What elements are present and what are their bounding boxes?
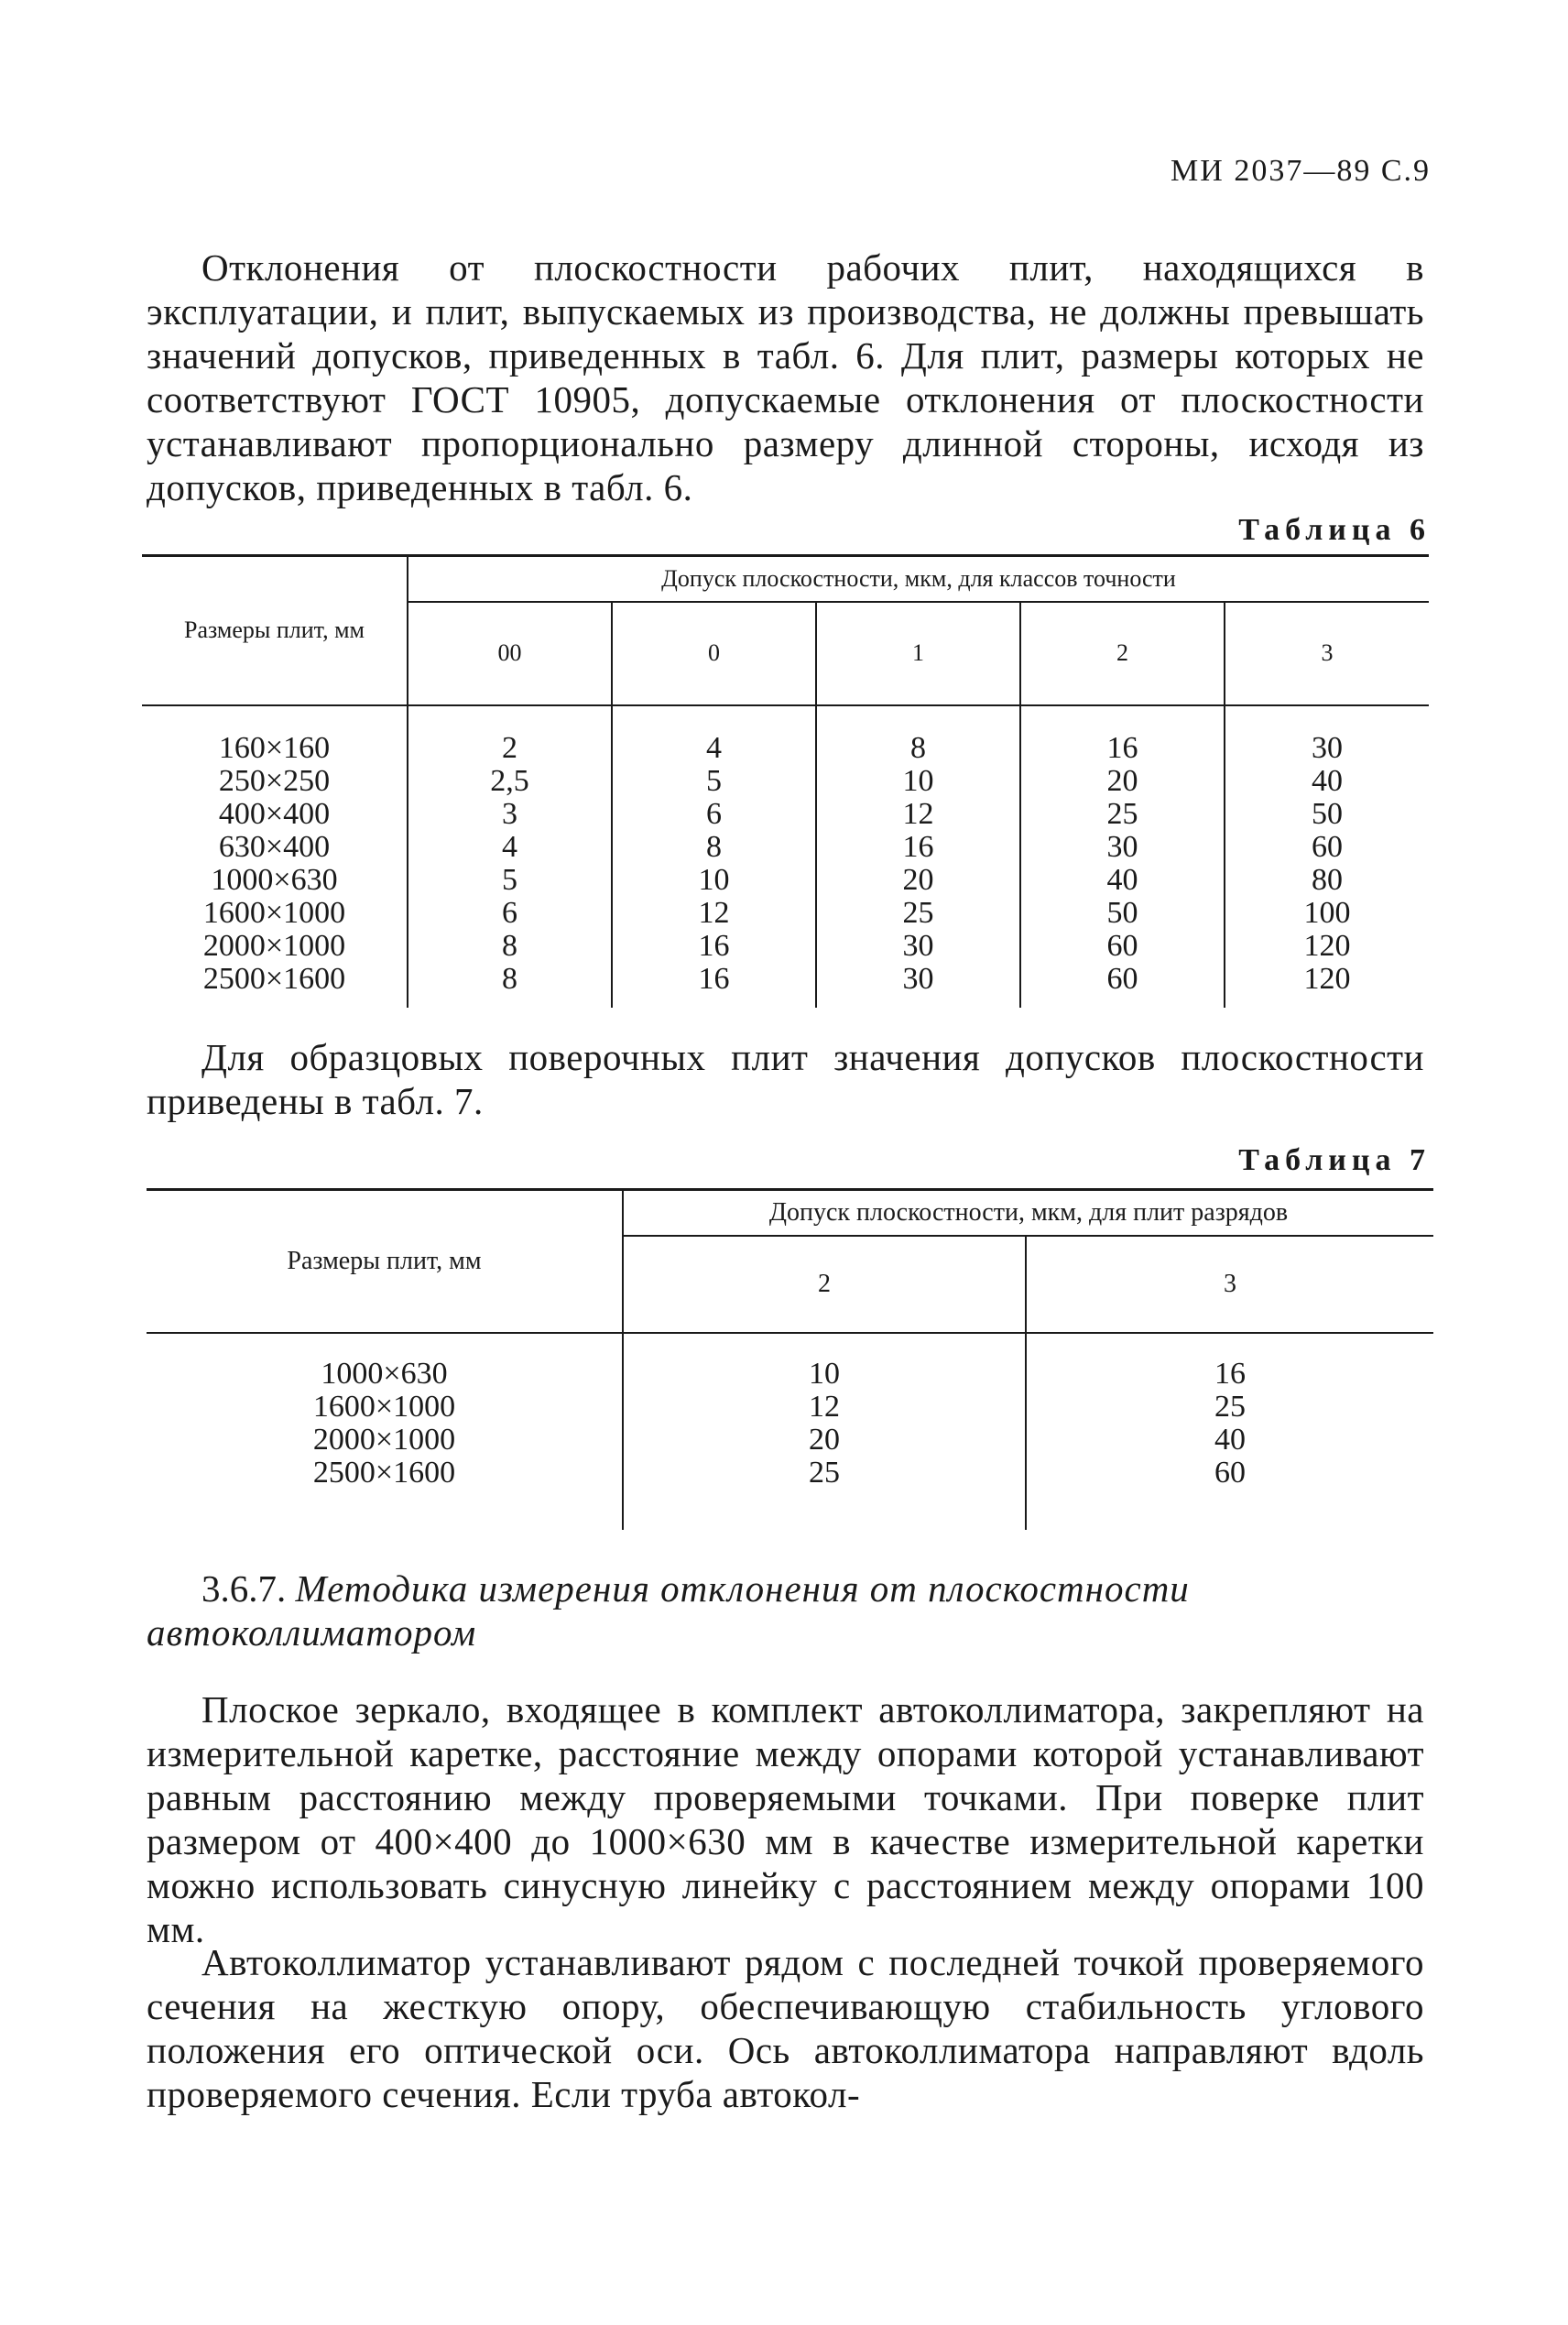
table-cell: 30: [902, 928, 934, 963]
table-cell: 30: [902, 961, 934, 996]
table-cell: 2500×1600: [312, 1455, 456, 1490]
table-cell: 60: [1312, 829, 1343, 864]
table6-group-header: Допуск плоскостности, мкм, для классов точности: [408, 556, 1429, 602]
table-cell: 12: [698, 895, 730, 930]
table6: [142, 554, 1429, 1008]
table-cell: 250×250: [218, 763, 331, 798]
table-cell: 30: [1312, 730, 1343, 765]
table-cell: 16: [1214, 1356, 1246, 1391]
table-cell: 1000×630: [321, 1356, 448, 1391]
grade-2-column: [623, 1333, 1026, 1530]
table-cell: 16: [698, 961, 730, 996]
table-cell: 25: [1214, 1389, 1246, 1424]
table-cell: 5: [502, 862, 517, 897]
table-cell: 5: [706, 763, 722, 798]
table-cell: 60: [1214, 1455, 1246, 1490]
table-cell: 60: [1106, 961, 1138, 996]
table6-size-header: [142, 556, 408, 705]
table-cell: 40: [1312, 763, 1343, 798]
table-cell: 50: [1106, 895, 1138, 930]
paragraph-autocollimator: [147, 1940, 1424, 2116]
table-cell: 20: [809, 1422, 840, 1457]
table-cell: 400×400: [218, 796, 331, 831]
table-cell: 120: [1303, 961, 1351, 996]
class-header: 3: [1225, 602, 1429, 705]
class-2-column: [1020, 705, 1225, 1008]
table-cell: 25: [1106, 796, 1138, 831]
table-cell: 30: [1106, 829, 1138, 864]
size-column: [147, 1333, 623, 1530]
class-3-column: [1225, 705, 1429, 1008]
table-cell: 16: [1106, 730, 1138, 765]
table-cell: 8: [502, 961, 517, 996]
table-cell: 16: [902, 829, 934, 864]
table-cell: 50: [1312, 796, 1343, 831]
paragraph-tolerances-intro: [147, 246, 1424, 509]
section-heading: [147, 1566, 1429, 1654]
paragraph-text: Плоское зеркало, входящее в комплект автоколлиматора, закрепляют на измерительной каретке, расстояние между опорами которой устанавливают равным расстоянию между проверяемыми точками. При поверке плит размером от 400×400 до 1000×630 мм в качестве измерительной каретки можно использовать синусную линейку с расстоянием между опорами 100 мм.: [147, 1688, 1424, 1950]
class-header: 0: [612, 602, 816, 705]
size-column: [142, 705, 408, 1008]
table-cell: 12: [902, 796, 934, 831]
grade-header: 3: [1026, 1236, 1433, 1333]
table7: [147, 1188, 1433, 1530]
paragraph-mirror-setup: [147, 1687, 1424, 1951]
grade-header: 2: [623, 1236, 1026, 1333]
table-cell: 8: [502, 928, 517, 963]
table-cell: 25: [809, 1455, 840, 1490]
table-cell: 120: [1303, 928, 1351, 963]
table-cell: 16: [698, 928, 730, 963]
table-cell: 40: [1106, 862, 1138, 897]
table-cell: 1600×1000: [312, 1389, 456, 1424]
table-cell: 2000×1000: [202, 928, 346, 963]
class-1-column: [816, 705, 1020, 1008]
table-cell: 1000×630: [211, 862, 338, 897]
table-cell: 1600×1000: [202, 895, 346, 930]
table7-group-header: Допуск плоскостности, мкм, для плит разрядов: [623, 1190, 1433, 1236]
table-cell: 630×400: [218, 829, 331, 864]
page-header: МИ 2037—89 С.9: [1171, 154, 1431, 188]
class-header: 1: [816, 602, 1020, 705]
grade-3-column: [1026, 1333, 1433, 1530]
class-header: 2: [1020, 602, 1225, 705]
table7-size-header: Размеры плит, мм: [147, 1190, 623, 1333]
section-title: Методика измерения отклонения от плоскостности автоколлиматором: [147, 1567, 1190, 1654]
table7-caption: Таблица 7: [1238, 1143, 1431, 1177]
paragraph-text: Для образцовых поверочных плит значения допусков плоскостности приведены в табл. 7.: [147, 1036, 1424, 1122]
paragraph-text: Отклонения от плоскостности рабочих плит, находящихся в эксплуатации, и плит, выпускаемых из производства, не должны превышать значений допусков, приведенных в табл. 6. Для плит, размеры которых не соответствуют ГОСТ 10905, допускаемые отклонения от плоскостности устанавливают пропорционально размеру длинной стороны, исходя из допусков, приведенных в табл. 6.: [147, 246, 1424, 508]
class-header: 00: [408, 602, 612, 705]
table-cell: 6: [706, 796, 722, 831]
size-header-text: Размеры плит, мм: [184, 617, 365, 644]
table-cell: 8: [910, 730, 926, 765]
table-cell: 6: [502, 895, 517, 930]
paragraph-text: Автоколлиматор устанавливают рядом с последней точкой проверяемого сечения на жесткую опору, обеспечивающую стабильность углового положения его оптической оси. Ось автоколлиматора направляют вдоль проверяемого сечения. Если труба автокол-: [147, 1941, 1424, 2115]
table-cell: 3: [502, 796, 517, 831]
table-cell: 4: [502, 829, 517, 864]
class-00-column: [408, 705, 612, 1008]
table-cell: 2500×1600: [202, 961, 346, 996]
table6-caption: Таблица 6: [1238, 513, 1431, 547]
table-cell: 8: [706, 829, 722, 864]
table-cell: 4: [706, 730, 722, 765]
table-cell: 2,5: [490, 763, 529, 798]
table-cell: 10: [902, 763, 934, 798]
section-number: 3.6.7.: [201, 1567, 287, 1610]
table-cell: 80: [1312, 862, 1343, 897]
table-cell: 40: [1214, 1422, 1246, 1457]
table-cell: 160×160: [218, 730, 331, 765]
table-cell: 2000×1000: [312, 1422, 456, 1457]
table-cell: 2: [502, 730, 517, 765]
table-cell: 100: [1303, 895, 1351, 930]
table-cell: 20: [1106, 763, 1138, 798]
table-cell: 12: [809, 1389, 840, 1424]
table-cell: 25: [902, 895, 934, 930]
table-cell: 10: [809, 1356, 840, 1391]
table-cell: 10: [698, 862, 730, 897]
paragraph-reference-plates: [147, 1035, 1424, 1123]
table-cell: 20: [902, 862, 934, 897]
table-cell: 60: [1106, 928, 1138, 963]
class-0-column: [612, 705, 816, 1008]
